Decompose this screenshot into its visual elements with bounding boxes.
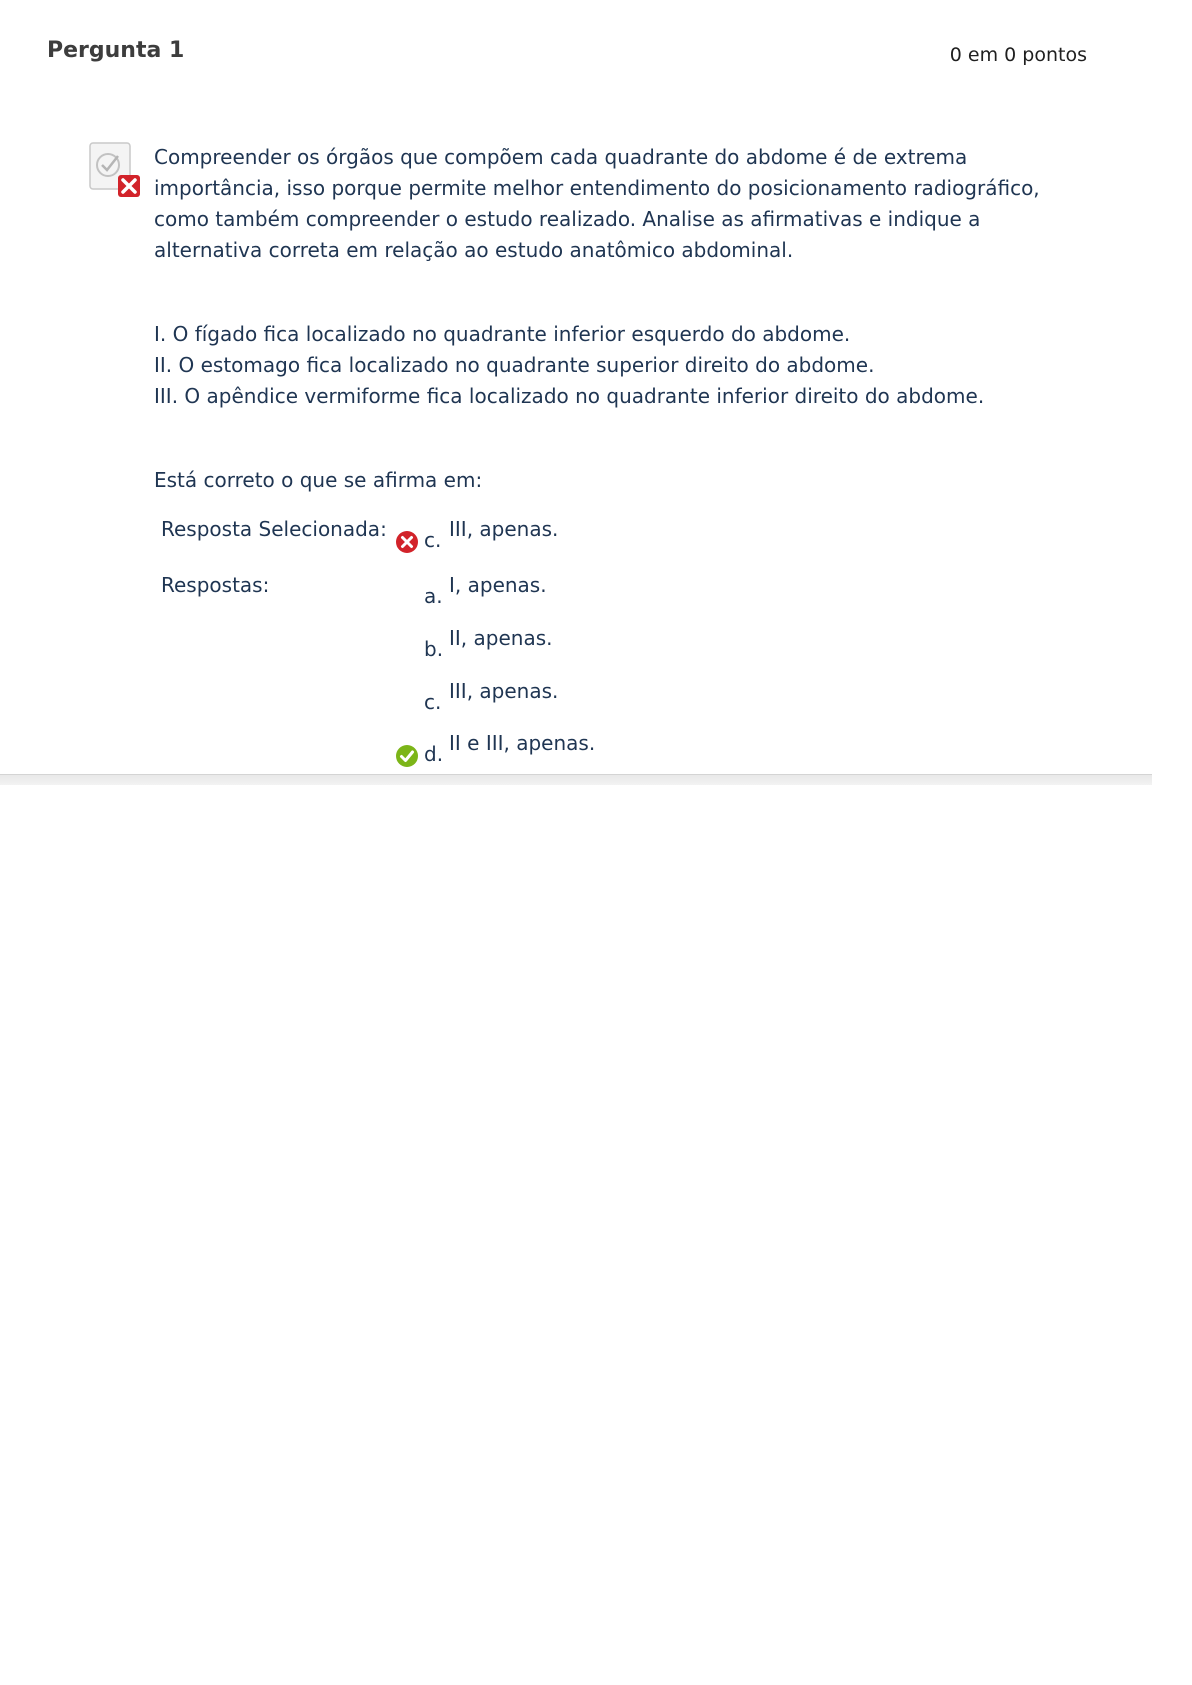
selected-answer-label: Resposta Selecionada:	[161, 517, 387, 541]
correct-mark-icon	[395, 744, 419, 768]
answer-option-row	[154, 728, 1084, 768]
question-points: 0 em 0 pontos	[949, 44, 1087, 66]
selected-answer-letter: c.	[424, 528, 442, 552]
answer-option-letter: b.	[424, 637, 444, 661]
answer-option-letter: a.	[424, 584, 443, 608]
answer-option-text: II, apenas.	[449, 626, 553, 650]
statement-item: I. O fígado fica localizado no quadrante inferior esquerdo do abdome.	[154, 322, 851, 346]
incorrect-answer-icon	[88, 141, 146, 199]
answer-option-row	[154, 623, 1084, 663]
answer-option-text: III, apenas.	[449, 679, 559, 703]
answers-label: Respostas:	[161, 573, 270, 597]
answer-option-text: I, apenas.	[449, 573, 547, 597]
question-header	[0, 0, 1152, 80]
incorrect-mark-icon	[395, 530, 419, 554]
selected-answer-text: III, apenas.	[449, 517, 559, 541]
question-stem: Compreender os órgãos que compõem cada quadrante do abdome é de extrema importância, isso porque permite melhor entendimento do posicionamento radiográfico, como também compreender o estudo realizado. Analise as afirmativas e indique a alternativa correta em relação ao estudo anatômico abdominal.	[154, 145, 1040, 262]
selected-answer-row	[154, 514, 1084, 554]
statement-item: II. O estomago fica localizado no quadrante superior direito do abdome.	[154, 353, 875, 377]
question-title: Pergunta 1	[47, 38, 185, 63]
answer-option-letter: c.	[424, 690, 442, 714]
statement-item: III. O apêndice vermiforme fica localizado no quadrante inferior direito do abdome.	[154, 384, 985, 408]
question-prompt: Está correto o que se afirma em:	[154, 468, 483, 492]
answer-option-row	[154, 676, 1084, 716]
section-divider	[0, 774, 1152, 785]
answer-option-letter: d.	[424, 742, 444, 766]
answer-option-row	[154, 570, 1084, 610]
statement-list	[154, 319, 1084, 412]
answer-option-text: II e III, apenas.	[449, 731, 596, 755]
